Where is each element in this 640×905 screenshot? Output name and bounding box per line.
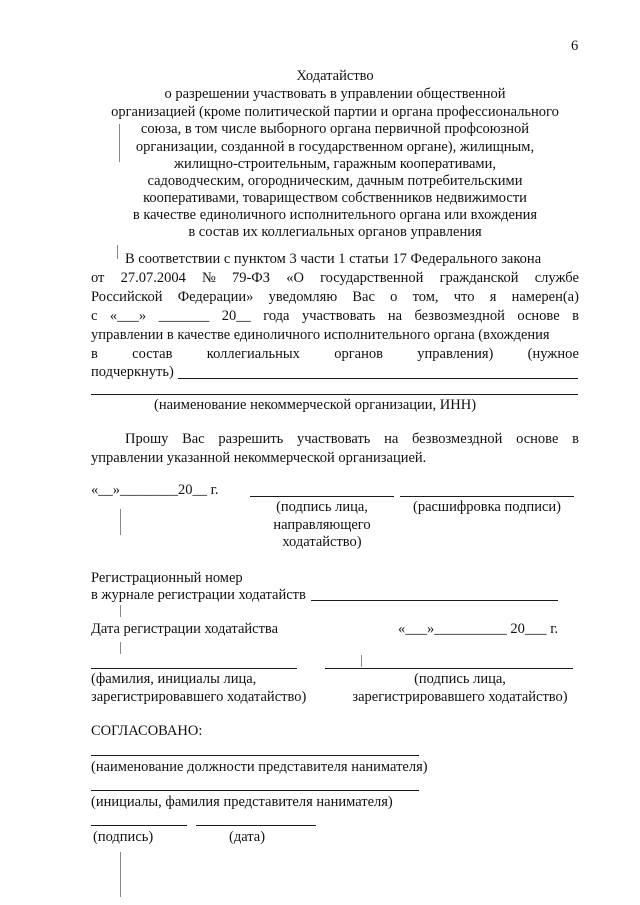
subtitle-line: в состав их коллегиальных органов управления [188,224,482,240]
subtitle-line: жилищно-строительным, гаражным кооперативами, [174,156,496,172]
registration-date-value: «___»__________ 20___ г. [398,621,559,637]
subtitle-line: садоводческим, огородническим, дачным потребительскими [147,173,523,189]
scan-margin-mark [120,605,121,617]
registrar-name-caption: (фамилия, инициалы лица, зарегистрировавшего ходатайство) [91,671,307,705]
registration-number-label: Регистрационный номер [91,570,243,586]
paragraph-line: подчеркнуть) [91,364,174,380]
subtitle-line: о разрешении участвовать в управлении общественной [164,86,506,102]
paragraph-line-justified: Прошу Вас разрешить участвовать на безвозмездной основе в [125,431,579,447]
document-title: Ходатайство [296,68,374,84]
subtitle-line: союза, в том числе выборного органа первичной профсоюзной [140,121,530,137]
registration-journal-label: в журнале регистрации ходатайств [91,587,306,603]
paragraph-line-justified: Российской Федерации» уведомляю Вас о том, что я намерен(а) [91,289,579,305]
fill-in-line [178,378,578,379]
scan-margin-mark [119,124,120,162]
scan-margin-mark [361,655,362,667]
approval-heading: СОГЛАСОВАНО: [91,723,203,739]
signature-caption: (подпись лица, направляющего ходатайство) [273,499,371,550]
subtitle-line: организации, созданной в государственном органе), жилищным, [135,139,535,155]
organization-caption: (наименование некоммерческой организации, ИНН) [154,397,477,413]
scan-margin-mark [117,245,118,259]
subtitle-line: кооперативами, товариществом собственников недвижимости [143,190,527,206]
decode-line [400,496,574,497]
position-line [91,755,419,756]
decode-caption: (расшифровка подписи) [412,499,562,515]
signature-line [250,496,394,497]
paragraph-line-justified: от 27.07.2004 № 79-ФЗ «О государственной гражданской службе [91,270,579,286]
scan-margin-mark [120,852,121,897]
approval-date-caption: (дата) [229,829,266,845]
approval-sign-caption: (подпись) [93,829,154,845]
page-number: 6 [571,38,579,54]
subtitle-line: в качестве единоличного исполнительного органа или вхождения [132,207,538,223]
signature-date: «__»________20__ г. [91,482,219,498]
registration-date-label: Дата регистрации ходатайства [91,621,278,637]
paragraph-line: управлении в качестве единоличного исполнительного органа (вхождения [91,327,550,343]
paragraph-line-justified: в состав коллегиальных органов управления) (нужное [91,346,579,362]
paragraph-line-justified: с «___» _______ 20__ года участвовать на безвозмездной основе в [91,308,579,324]
subtitle-line: организацией (кроме политической партии и органа профессионального [111,104,559,120]
scan-margin-mark [120,642,121,654]
position-caption: (наименование должности представителя нанимателя) [91,759,428,775]
approval-sign-line [91,825,187,826]
name-caption: (инициалы, фамилия представителя нанимателя) [91,794,393,810]
registration-number-line [311,600,558,601]
paragraph-line: управлении указанной некоммерческой организацией. [91,450,427,466]
registrar-sign-line [325,668,573,669]
name-line [91,790,419,791]
registrar-sign-caption: (подпись лица, зарегистрировавшего ходатайство) [352,671,568,705]
paragraph-line: В соответствии с пунктом 3 части 1 статьи 17 Федерального закона [125,251,542,267]
organization-fill-line [91,394,578,395]
scan-margin-mark [120,509,121,535]
registrar-name-line [91,668,297,669]
approval-date-line [196,825,316,826]
